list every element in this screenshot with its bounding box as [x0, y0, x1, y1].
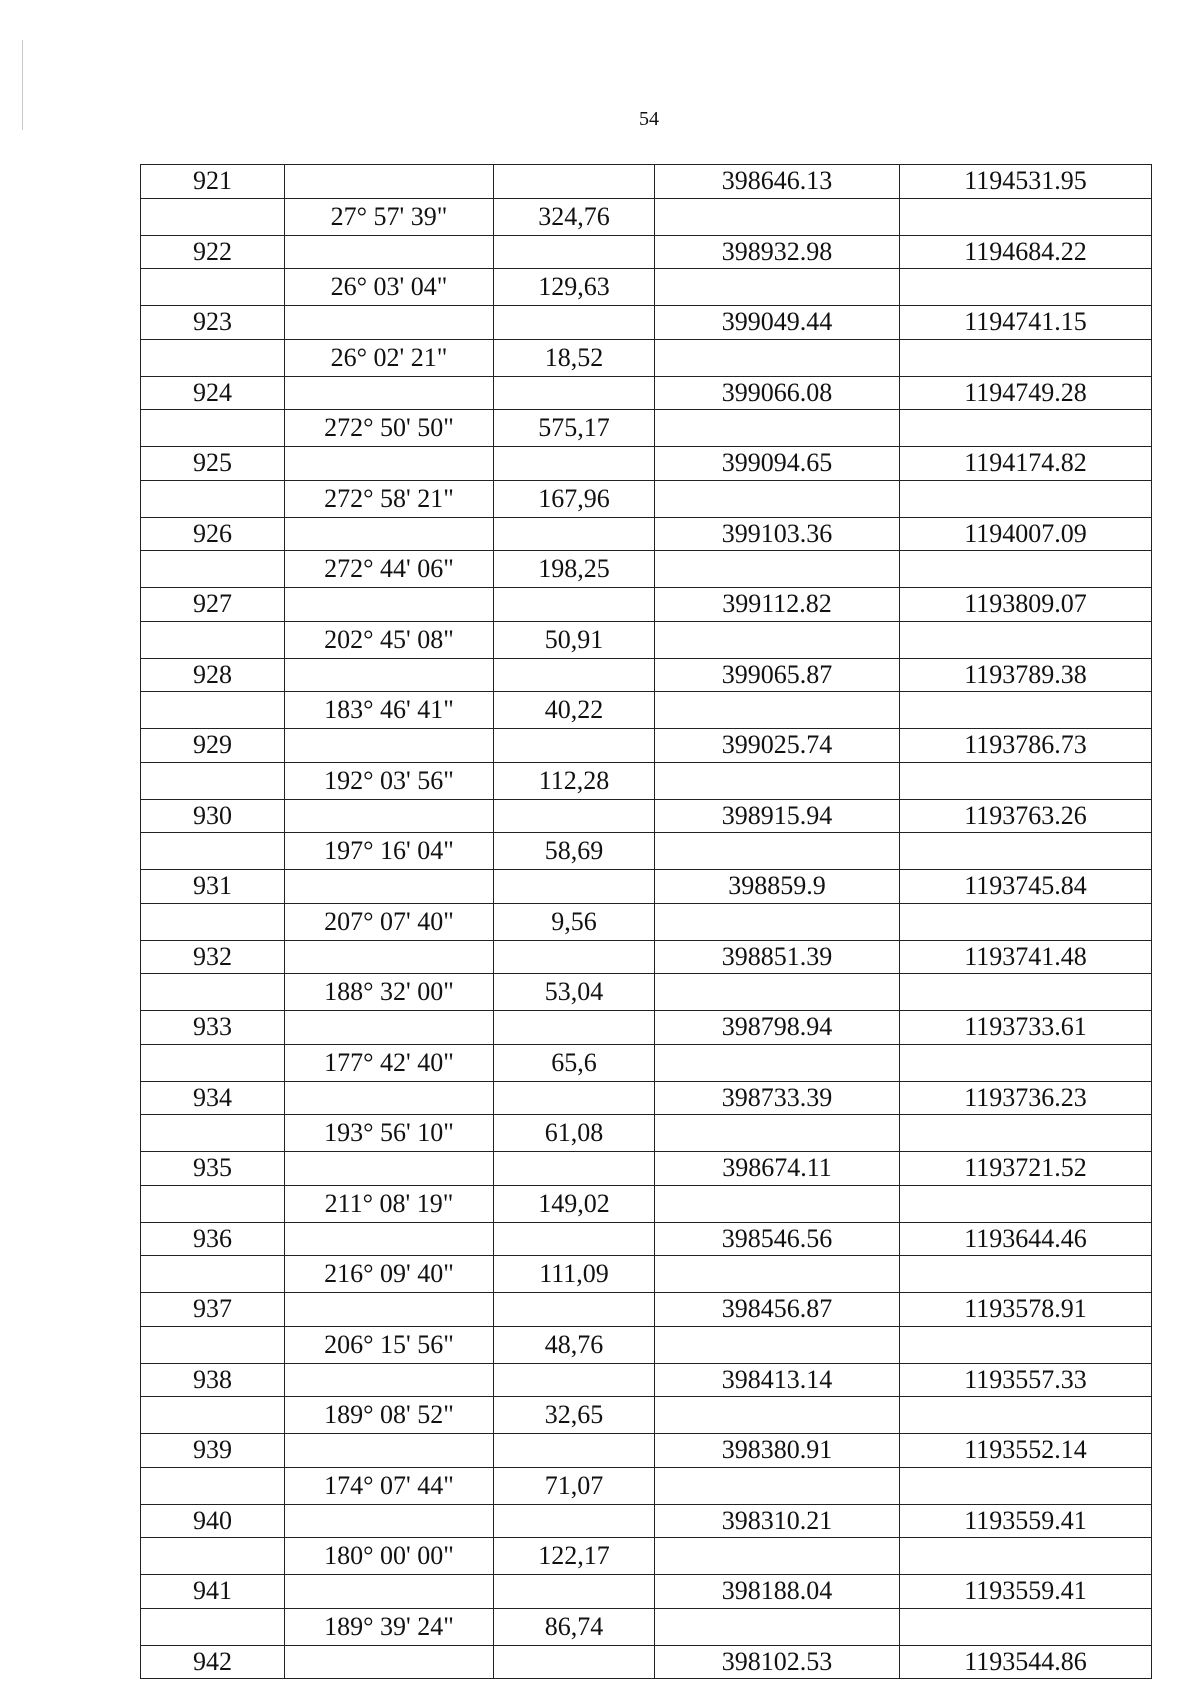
direction-angle-cell — [285, 1434, 494, 1468]
distance-cell: 9,56 — [494, 903, 655, 940]
direction-angle-cell: 202° 45' 08" — [285, 621, 494, 658]
distance-cell — [494, 235, 655, 269]
segment-row — [141, 198, 1152, 235]
point-number-cell: 937 — [141, 1293, 285, 1327]
distance-cell — [494, 870, 655, 904]
point-number-cell — [141, 903, 285, 940]
point-row — [141, 658, 1152, 692]
y-coordinate-cell — [900, 762, 1152, 799]
point-number-cell — [141, 339, 285, 376]
y-coordinate-cell: 1193736.23 — [900, 1081, 1152, 1115]
direction-angle-cell — [285, 235, 494, 269]
y-coordinate-cell: 1193559.41 — [900, 1504, 1152, 1538]
point-number-cell: 925 — [141, 447, 285, 481]
direction-angle-cell — [285, 517, 494, 551]
y-coordinate-cell — [900, 692, 1152, 729]
y-coordinate-cell: 1193789.38 — [900, 658, 1152, 692]
direction-angle-cell — [285, 658, 494, 692]
point-row — [141, 729, 1152, 763]
x-coordinate-cell — [655, 198, 900, 235]
y-coordinate-cell — [900, 621, 1152, 658]
distance-cell — [494, 729, 655, 763]
point-number-cell: 941 — [141, 1575, 285, 1609]
point-number-cell — [141, 1185, 285, 1222]
point-number-cell — [141, 410, 285, 447]
direction-angle-cell — [285, 1363, 494, 1397]
y-coordinate-cell — [900, 833, 1152, 870]
distance-cell: 86,74 — [494, 1608, 655, 1645]
x-coordinate-cell: 398188.04 — [655, 1575, 900, 1609]
direction-angle-cell — [285, 870, 494, 904]
distance-cell — [494, 306, 655, 340]
y-coordinate-cell — [900, 1467, 1152, 1504]
point-number-cell: 942 — [141, 1645, 285, 1679]
y-coordinate-cell — [900, 1256, 1152, 1293]
point-number-cell: 924 — [141, 376, 285, 410]
x-coordinate-cell: 399094.65 — [655, 447, 900, 481]
y-coordinate-cell: 1194741.15 — [900, 306, 1152, 340]
point-number-cell: 930 — [141, 799, 285, 833]
distance-cell — [494, 1645, 655, 1679]
direction-angle-cell: 189° 39' 24" — [285, 1608, 494, 1645]
point-number-cell — [141, 621, 285, 658]
direction-angle-cell: 272° 58' 21" — [285, 480, 494, 517]
point-number-cell: 939 — [141, 1434, 285, 1468]
x-coordinate-cell — [655, 269, 900, 306]
direction-angle-cell — [285, 376, 494, 410]
y-coordinate-cell — [900, 1608, 1152, 1645]
direction-angle-cell — [285, 1011, 494, 1045]
y-coordinate-cell — [900, 198, 1152, 235]
y-coordinate-cell: 1194174.82 — [900, 447, 1152, 481]
direction-angle-cell: 26° 02' 21" — [285, 339, 494, 376]
x-coordinate-cell — [655, 1326, 900, 1363]
y-coordinate-cell: 1193786.73 — [900, 729, 1152, 763]
point-row — [141, 799, 1152, 833]
y-coordinate-cell — [900, 269, 1152, 306]
segment-row — [141, 762, 1152, 799]
segment-row — [141, 833, 1152, 870]
direction-angle-cell: 180° 00' 00" — [285, 1538, 494, 1575]
y-coordinate-cell: 1193809.07 — [900, 588, 1152, 622]
distance-cell — [494, 588, 655, 622]
direction-angle-cell: 272° 44' 06" — [285, 551, 494, 588]
x-coordinate-cell — [655, 1397, 900, 1434]
segment-row — [141, 1044, 1152, 1081]
x-coordinate-cell: 398733.39 — [655, 1081, 900, 1115]
point-number-cell: 926 — [141, 517, 285, 551]
direction-angle-cell: 183° 46' 41" — [285, 692, 494, 729]
x-coordinate-cell: 399049.44 — [655, 306, 900, 340]
x-coordinate-cell — [655, 762, 900, 799]
distance-cell — [494, 1504, 655, 1538]
y-coordinate-cell: 1193552.14 — [900, 1434, 1152, 1468]
distance-cell: 112,28 — [494, 762, 655, 799]
direction-angle-cell: 197° 16' 04" — [285, 833, 494, 870]
point-number-cell: 935 — [141, 1152, 285, 1186]
direction-angle-cell — [285, 1645, 494, 1679]
segment-row — [141, 410, 1152, 447]
point-row — [141, 1293, 1152, 1327]
distance-cell: 111,09 — [494, 1256, 655, 1293]
point-number-cell: 933 — [141, 1011, 285, 1045]
segment-row — [141, 339, 1152, 376]
distance-cell — [494, 658, 655, 692]
x-coordinate-cell — [655, 1044, 900, 1081]
direction-angle-cell — [285, 1575, 494, 1609]
y-coordinate-cell — [900, 1115, 1152, 1152]
point-row — [141, 1152, 1152, 1186]
segment-row — [141, 1397, 1152, 1434]
segment-row — [141, 1185, 1152, 1222]
segment-row — [141, 692, 1152, 729]
point-number-cell — [141, 269, 285, 306]
direction-angle-cell — [285, 940, 494, 974]
distance-cell — [494, 1363, 655, 1397]
y-coordinate-cell — [900, 339, 1152, 376]
point-row — [141, 1363, 1152, 1397]
y-coordinate-cell: 1194007.09 — [900, 517, 1152, 551]
x-coordinate-cell — [655, 339, 900, 376]
distance-cell: 167,96 — [494, 480, 655, 517]
point-number-cell — [141, 1256, 285, 1293]
segment-row — [141, 269, 1152, 306]
direction-angle-cell: 207° 07' 40" — [285, 903, 494, 940]
direction-angle-cell: 174° 07' 44" — [285, 1467, 494, 1504]
direction-angle-cell: 193° 56' 10" — [285, 1115, 494, 1152]
y-coordinate-cell: 1193763.26 — [900, 799, 1152, 833]
direction-angle-cell: 27° 57' 39" — [285, 198, 494, 235]
direction-angle-cell — [285, 588, 494, 622]
x-coordinate-cell: 398646.13 — [655, 165, 900, 199]
x-coordinate-cell: 398674.11 — [655, 1152, 900, 1186]
x-coordinate-cell: 398310.21 — [655, 1504, 900, 1538]
segment-row — [141, 551, 1152, 588]
point-number-cell — [141, 1467, 285, 1504]
distance-cell — [494, 1222, 655, 1256]
x-coordinate-cell: 398413.14 — [655, 1363, 900, 1397]
point-number-cell: 932 — [141, 940, 285, 974]
coordinates-table — [140, 164, 1152, 1679]
distance-cell — [494, 1575, 655, 1609]
direction-angle-cell: 206° 15' 56" — [285, 1326, 494, 1363]
y-coordinate-cell — [900, 1538, 1152, 1575]
y-coordinate-cell: 1193557.33 — [900, 1363, 1152, 1397]
x-coordinate-cell: 398102.53 — [655, 1645, 900, 1679]
x-coordinate-cell — [655, 1115, 900, 1152]
point-number-cell — [141, 1608, 285, 1645]
distance-cell: 71,07 — [494, 1467, 655, 1504]
y-coordinate-cell: 1193733.61 — [900, 1011, 1152, 1045]
point-number-cell: 936 — [141, 1222, 285, 1256]
point-number-cell — [141, 1538, 285, 1575]
point-number-cell: 940 — [141, 1504, 285, 1538]
y-coordinate-cell: 1194749.28 — [900, 376, 1152, 410]
point-number-cell: 934 — [141, 1081, 285, 1115]
x-coordinate-cell — [655, 1608, 900, 1645]
distance-cell — [494, 165, 655, 199]
segment-row — [141, 903, 1152, 940]
segment-row — [141, 1467, 1152, 1504]
direction-angle-cell — [285, 447, 494, 481]
point-number-cell: 922 — [141, 235, 285, 269]
x-coordinate-cell: 398915.94 — [655, 799, 900, 833]
x-coordinate-cell: 399025.74 — [655, 729, 900, 763]
distance-cell: 53,04 — [494, 974, 655, 1011]
point-row — [141, 1222, 1152, 1256]
distance-cell — [494, 940, 655, 974]
segment-row — [141, 480, 1152, 517]
direction-angle-cell — [285, 165, 494, 199]
point-number-cell: 921 — [141, 165, 285, 199]
point-number-cell: 923 — [141, 306, 285, 340]
x-coordinate-cell: 399066.08 — [655, 376, 900, 410]
coordinates-table-body — [141, 165, 1152, 1679]
x-coordinate-cell — [655, 1256, 900, 1293]
direction-angle-cell — [285, 306, 494, 340]
distance-cell — [494, 517, 655, 551]
point-number-cell — [141, 198, 285, 235]
y-coordinate-cell — [900, 974, 1152, 1011]
y-coordinate-cell: 1193741.48 — [900, 940, 1152, 974]
y-coordinate-cell: 1193578.91 — [900, 1293, 1152, 1327]
segment-row — [141, 1326, 1152, 1363]
point-number-cell — [141, 480, 285, 517]
y-coordinate-cell: 1194684.22 — [900, 235, 1152, 269]
direction-angle-cell — [285, 799, 494, 833]
distance-cell — [494, 1293, 655, 1327]
point-row — [141, 1504, 1152, 1538]
distance-cell: 65,6 — [494, 1044, 655, 1081]
distance-cell — [494, 376, 655, 410]
direction-angle-cell: 189° 08' 52" — [285, 1397, 494, 1434]
point-row — [141, 1081, 1152, 1115]
y-coordinate-cell: 1194531.95 — [900, 165, 1152, 199]
distance-cell: 32,65 — [494, 1397, 655, 1434]
distance-cell: 198,25 — [494, 551, 655, 588]
x-coordinate-cell: 399112.82 — [655, 588, 900, 622]
point-row — [141, 1434, 1152, 1468]
direction-angle-cell: 188° 32' 00" — [285, 974, 494, 1011]
segment-row — [141, 1256, 1152, 1293]
point-row — [141, 870, 1152, 904]
direction-angle-cell: 272° 50' 50" — [285, 410, 494, 447]
point-row — [141, 588, 1152, 622]
distance-cell: 50,91 — [494, 621, 655, 658]
distance-cell: 58,69 — [494, 833, 655, 870]
y-coordinate-cell — [900, 410, 1152, 447]
point-number-cell — [141, 1044, 285, 1081]
x-coordinate-cell — [655, 1185, 900, 1222]
point-number-cell: 929 — [141, 729, 285, 763]
point-row — [141, 235, 1152, 269]
distance-cell — [494, 1081, 655, 1115]
y-coordinate-cell — [900, 1326, 1152, 1363]
x-coordinate-cell — [655, 480, 900, 517]
x-coordinate-cell — [655, 833, 900, 870]
point-number-cell — [141, 1326, 285, 1363]
distance-cell: 129,63 — [494, 269, 655, 306]
distance-cell: 18,52 — [494, 339, 655, 376]
y-coordinate-cell: 1193544.86 — [900, 1645, 1152, 1679]
distance-cell — [494, 1011, 655, 1045]
direction-angle-cell — [285, 1152, 494, 1186]
point-row — [141, 1575, 1152, 1609]
direction-angle-cell: 192° 03' 56" — [285, 762, 494, 799]
point-row — [141, 940, 1152, 974]
x-coordinate-cell: 399103.36 — [655, 517, 900, 551]
x-coordinate-cell: 399065.87 — [655, 658, 900, 692]
point-number-cell — [141, 692, 285, 729]
point-number-cell — [141, 551, 285, 588]
x-coordinate-cell — [655, 410, 900, 447]
point-number-cell — [141, 1115, 285, 1152]
page-number: 54 — [639, 108, 659, 130]
point-row — [141, 447, 1152, 481]
x-coordinate-cell: 398456.87 — [655, 1293, 900, 1327]
y-coordinate-cell — [900, 480, 1152, 517]
y-coordinate-cell: 1193644.46 — [900, 1222, 1152, 1256]
distance-cell: 575,17 — [494, 410, 655, 447]
point-row — [141, 376, 1152, 410]
x-coordinate-cell: 398798.94 — [655, 1011, 900, 1045]
y-coordinate-cell — [900, 903, 1152, 940]
segment-row — [141, 1538, 1152, 1575]
point-number-cell: 928 — [141, 658, 285, 692]
point-number-cell — [141, 974, 285, 1011]
distance-cell: 61,08 — [494, 1115, 655, 1152]
x-coordinate-cell — [655, 974, 900, 1011]
direction-angle-cell: 211° 08' 19" — [285, 1185, 494, 1222]
x-coordinate-cell: 398380.91 — [655, 1434, 900, 1468]
point-number-cell: 927 — [141, 588, 285, 622]
direction-angle-cell — [285, 1222, 494, 1256]
point-number-cell: 938 — [141, 1363, 285, 1397]
point-row — [141, 306, 1152, 340]
point-number-cell — [141, 762, 285, 799]
direction-angle-cell — [285, 1293, 494, 1327]
y-coordinate-cell: 1193745.84 — [900, 870, 1152, 904]
direction-angle-cell — [285, 1504, 494, 1538]
point-row — [141, 1011, 1152, 1045]
distance-cell — [494, 447, 655, 481]
segment-row — [141, 1608, 1152, 1645]
point-row — [141, 165, 1152, 199]
x-coordinate-cell: 398851.39 — [655, 940, 900, 974]
distance-cell — [494, 1152, 655, 1186]
distance-cell: 40,22 — [494, 692, 655, 729]
x-coordinate-cell: 398932.98 — [655, 235, 900, 269]
y-coordinate-cell: 1193721.52 — [900, 1152, 1152, 1186]
point-number-cell — [141, 833, 285, 870]
segment-row — [141, 1115, 1152, 1152]
x-coordinate-cell — [655, 692, 900, 729]
distance-cell: 48,76 — [494, 1326, 655, 1363]
point-number-cell: 931 — [141, 870, 285, 904]
distance-cell: 324,76 — [494, 198, 655, 235]
point-number-cell — [141, 1397, 285, 1434]
y-coordinate-cell — [900, 551, 1152, 588]
x-coordinate-cell — [655, 903, 900, 940]
x-coordinate-cell — [655, 551, 900, 588]
x-coordinate-cell — [655, 1538, 900, 1575]
direction-angle-cell: 177° 42' 40" — [285, 1044, 494, 1081]
y-coordinate-cell — [900, 1185, 1152, 1222]
y-coordinate-cell: 1193559.41 — [900, 1575, 1152, 1609]
direction-angle-cell — [285, 729, 494, 763]
distance-cell: 149,02 — [494, 1185, 655, 1222]
distance-cell — [494, 799, 655, 833]
distance-cell: 122,17 — [494, 1538, 655, 1575]
direction-angle-cell: 216° 09' 40" — [285, 1256, 494, 1293]
point-row — [141, 517, 1152, 551]
x-coordinate-cell: 398859.9 — [655, 870, 900, 904]
direction-angle-cell — [285, 1081, 494, 1115]
segment-row — [141, 974, 1152, 1011]
segment-row — [141, 621, 1152, 658]
y-coordinate-cell — [900, 1044, 1152, 1081]
x-coordinate-cell: 398546.56 — [655, 1222, 900, 1256]
direction-angle-cell: 26° 03' 04" — [285, 269, 494, 306]
y-coordinate-cell — [900, 1397, 1152, 1434]
x-coordinate-cell — [655, 1467, 900, 1504]
point-row — [141, 1645, 1152, 1679]
distance-cell — [494, 1434, 655, 1468]
x-coordinate-cell — [655, 621, 900, 658]
